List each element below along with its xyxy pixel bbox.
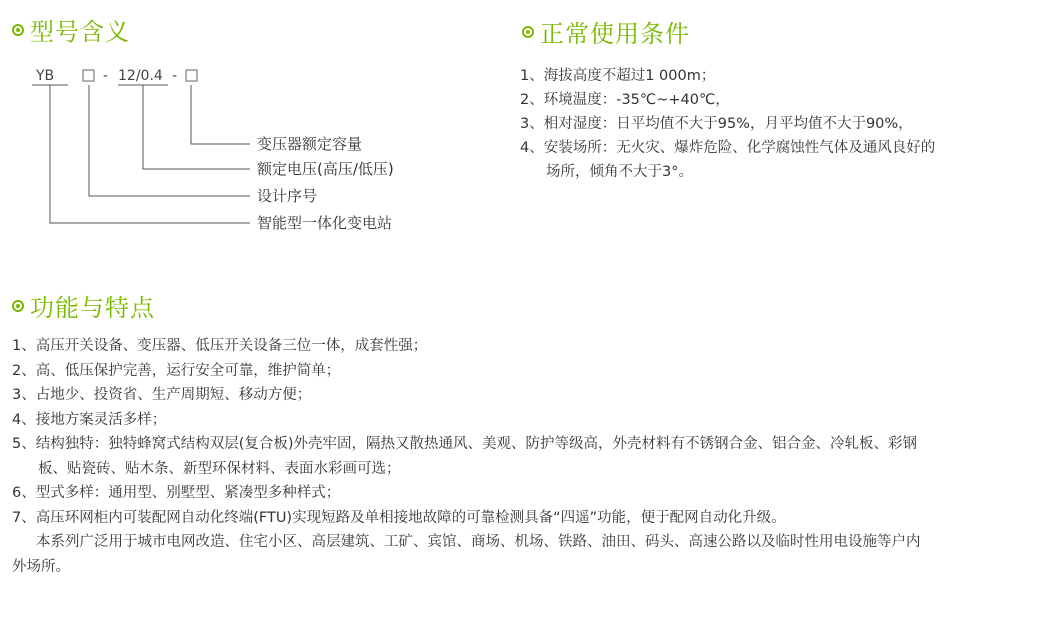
list-item: 4、安装场所：无火灾、爆炸危险、化学腐蚀性气体及通风良好的 — [520, 140, 936, 156]
label-smart-substation: 智能型一体化变电站 — [257, 214, 393, 232]
list-item: 1、海拔高度不超过1 000m； — [520, 68, 716, 84]
capacity-box — [186, 70, 197, 81]
label-rated-voltage: 额定电压(高压/低压) — [257, 160, 394, 178]
label-rated-capacity: 变压器额定容量 — [257, 135, 363, 153]
list-item-continuation: 场所，倾角不大于3°。 — [546, 164, 693, 180]
voltage-leader-line — [143, 85, 250, 169]
list-item: 2、环境温度：-35℃~+40℃， — [520, 92, 730, 108]
conditions-heading — [522, 14, 690, 49]
bullet-circle-icon — [522, 26, 534, 38]
serial-leader-line — [89, 85, 250, 196]
model-code-dash-1: - — [103, 68, 109, 84]
model-code-voltage: 12/0.4 — [118, 68, 163, 84]
application-paragraph-continuation: 外场所。 — [12, 558, 70, 575]
model-code-diagram — [0, 0, 520, 250]
model-code-prefix: YB — [36, 68, 55, 84]
conditions-title: 正常使用条件 — [540, 20, 690, 48]
list-item: 4、接地方案灵活多样； — [12, 411, 167, 428]
list-item: 2、高、低压保护完善，运行安全可靠，维护简单； — [12, 362, 341, 379]
bullet-circle-icon — [12, 300, 24, 312]
list-item: 5、结构独特：独特蜂窝式结构双层(复合板)外壳牢固，隔热又散热通风、美观、防护等级高，外壳材料有不锈钢合金、铝合金、冷轧板、彩钢 — [12, 436, 918, 452]
list-item: 3、占地少、投资省、生产周期短、移动方便； — [12, 387, 312, 403]
conditions-list — [520, 64, 935, 184]
application-paragraph: 本系列广泛用于城市电网改造、住宅小区、高层建筑、工矿、宾馆、商场、机场、铁路、油田、码头、高速公路以及临时性用电设施等户内 — [36, 534, 921, 550]
features-list — [12, 334, 921, 579]
station-leader-line — [50, 85, 250, 223]
label-design-serial: 设计序号 — [257, 187, 318, 205]
list-item: 3、相对湿度：日平均值不大于95%，月平均值不大于90%， — [520, 116, 913, 132]
list-item: 6、型式多样：通用型、别墅型、紧凑型多种样式； — [12, 485, 341, 501]
features-heading — [12, 288, 155, 323]
model-code-dash-2: - — [172, 68, 178, 84]
list-item: 1、高压开关设备、变压器、低压开关设备三位一体，成套性强； — [12, 338, 428, 354]
capacity-leader-line — [191, 85, 250, 144]
list-item-continuation: 板、贴瓷砖、贴木条、新型环保材料、表面水彩画可选； — [38, 460, 401, 477]
list-item: 7、高压环网柜内可装配网自动化终端(FTU)实现短路及单相接地故障的可靠检测具备“四遥”功能，便于配网自动化升级。 — [12, 509, 786, 526]
model-meaning-title: 型号含义 — [30, 18, 130, 46]
features-title: 功能与特点 — [30, 294, 155, 322]
design-serial-box — [83, 70, 94, 81]
